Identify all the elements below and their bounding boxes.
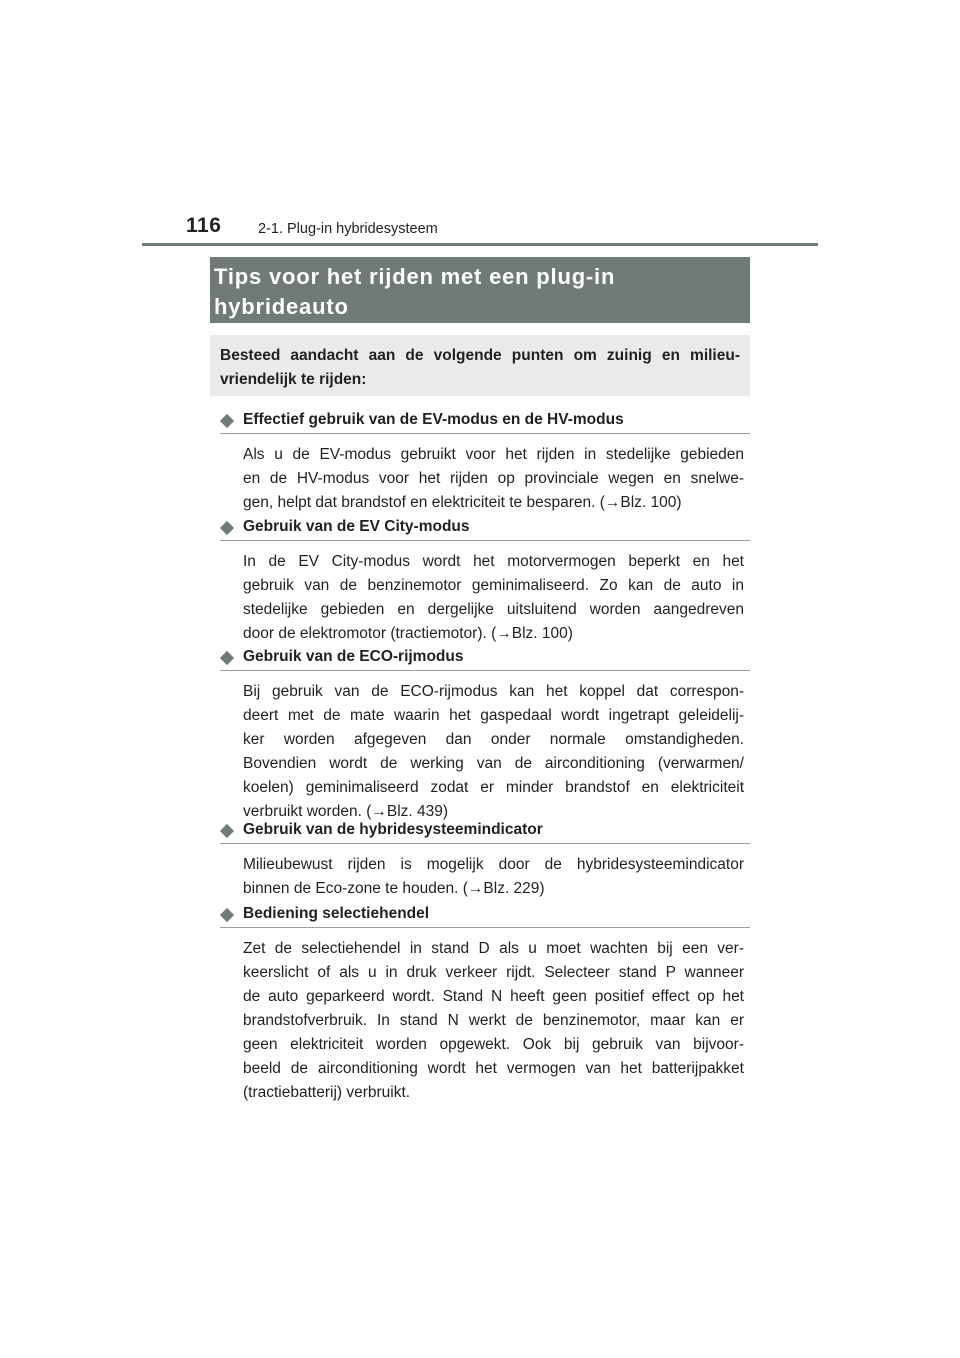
section-header — [220, 821, 750, 845]
body-line: gen, helpt dat brandstof en elektriciteit te besparen. (→Blz. 100) — [243, 494, 682, 511]
section-title: Gebruik van de hybridesysteemindicator — [243, 821, 543, 838]
body-line: binnen de Eco-zone te houden. (→Blz. 229) — [243, 880, 545, 897]
intro-box — [210, 335, 750, 396]
section-rule — [220, 843, 750, 844]
title-line: Tips voor het rijden met een plug-in — [214, 264, 616, 289]
section-rule — [220, 540, 750, 541]
diamond-bullet-icon — [220, 908, 234, 922]
body-line: de auto geparkeerd wordt. Stand N heeft geen positief effect op het — [243, 988, 744, 1005]
page-number: 116 — [186, 214, 222, 237]
section-body — [243, 937, 744, 1105]
section-rule — [220, 670, 750, 671]
header-rule — [142, 243, 818, 246]
body-line: Zet de selectiehendel in stand D als u moet wachten bij een ver- — [243, 940, 744, 957]
section-eco-mode — [220, 648, 750, 824]
section-hybrid-indicator — [220, 821, 750, 901]
body-line: gebruik van de benzinemotor geminimaliseerd. Zo kan de auto in — [243, 577, 744, 594]
body-line: In de EV City-modus wordt het motorvermogen beperkt en het — [243, 553, 744, 570]
section-ev-city-mode — [220, 518, 750, 646]
body-line: keerslicht of als u in druk verkeer rijdt. Selecteer stand P wanneer — [243, 964, 744, 981]
intro-line: Besteed aandacht aan de volgende punten om zuinig en milieu- — [220, 347, 740, 364]
section-rule — [220, 433, 750, 434]
section-header — [220, 905, 750, 929]
section-title: Gebruik van de EV City-modus — [243, 518, 470, 535]
chapter-heading: 2-1. Plug-in hybridesysteem — [258, 221, 438, 237]
diamond-bullet-icon — [220, 521, 234, 535]
body-line: ker worden afgegeven dan onder normale omstandigheden. — [243, 731, 744, 748]
title-line: hybrideauto — [214, 294, 349, 319]
body-line: verbruikt worden. (→Blz. 439) — [243, 803, 449, 820]
body-line: en de HV-modus voor het rijden op provinciale wegen en snelwe- — [243, 470, 744, 487]
body-line: Als u de EV-modus gebruikt voor het rijden in stedelijke gebieden — [243, 446, 744, 463]
section-title: Effectief gebruik van de EV-modus en de HV-modus — [243, 411, 624, 428]
body-line: door de elektromotor (tractiemotor). (→Blz. 100) — [243, 625, 573, 642]
section-body — [243, 550, 744, 646]
body-line: geen elektriciteit worden opgewekt. Ook bij gebruik van bijvoor- — [243, 1036, 744, 1053]
body-line: Bovendien wordt de werking van de airconditioning (verwarmen/ — [243, 755, 744, 772]
section-title: Bediening selectiehendel — [243, 905, 430, 922]
section-rule — [220, 927, 750, 928]
title-box — [210, 257, 750, 323]
section-body — [243, 853, 744, 901]
body-line: beeld de airconditioning wordt het vermogen van het batterijpakket — [243, 1060, 744, 1077]
section-shift-lever — [220, 905, 750, 1105]
section-header — [220, 411, 750, 435]
section-body — [243, 680, 744, 824]
body-line: Bij gebruik van de ECO-rijmodus kan het koppel dat correspon- — [243, 683, 744, 700]
section-header — [220, 518, 750, 542]
body-line: stedelijke gebieden en dergelijke uitsluitend worden aangedreven — [243, 601, 744, 618]
body-line: brandstofverbruik. In stand N werkt de benzinemotor, maar kan er — [243, 1012, 744, 1029]
intro-line: vriendelijk te rijden: — [220, 371, 367, 388]
diamond-bullet-icon — [220, 824, 234, 838]
body-line: koelen) geminimaliseerd zodat er minder brandstof en elektriciteit — [243, 779, 744, 796]
body-line: Milieubewust rijden is mogelijk door de hybridesysteemindicator — [243, 856, 744, 873]
section-header — [220, 648, 750, 672]
section-body — [243, 443, 744, 515]
section-title: Gebruik van de ECO-rijmodus — [243, 648, 464, 665]
body-line: (tractiebatterij) verbruikt. — [243, 1084, 411, 1101]
section-ev-hv-mode — [220, 411, 750, 515]
diamond-bullet-icon — [220, 414, 234, 428]
body-line: deert met de mate waarin het gaspedaal wordt ingetrapt geleidelij- — [243, 707, 744, 724]
diamond-bullet-icon — [220, 651, 234, 665]
